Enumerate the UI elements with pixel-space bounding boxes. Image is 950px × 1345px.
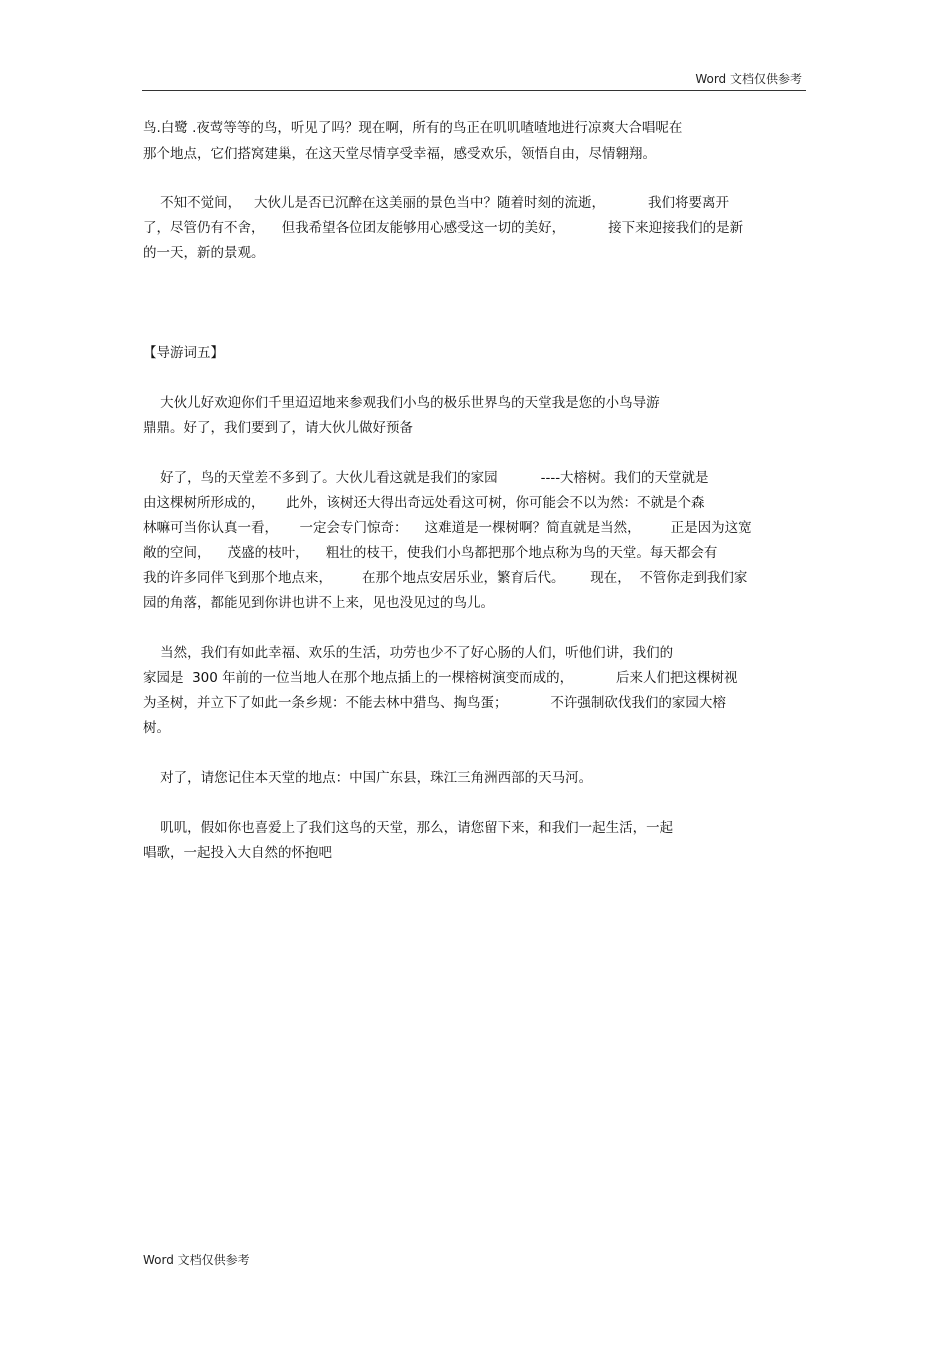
text-line: 了，尽管仍有不舍， 但我希望各位团友能够用心感受这一切的美好， 接下来迎接我们的是新 [143,220,744,236]
text-line: 家园是 300 年前的一位当地人在那个地点插上的一棵榕树演变而成的， 后来人们把这棵树视 [143,670,738,686]
text-line: 不知不觉间， 大伙儿是否已沉醉在这美丽的景色当中？随着时刻的流逝， 我们将要离开 [143,195,729,211]
text-line: 的一天，新的景观。 [143,245,265,261]
header-text: Word 文档仅供参考 [695,72,802,86]
text-line: 那个地点，它们搭窝建巢，在这天堂尽情享受幸福，感受欢乐，领悟自由，尽情翱翔。 [143,146,656,162]
text-line: 鼎鼎。好了，我们要到了，请大伙儿做好预备 [143,420,413,436]
text-line: 我的许多同伴飞到那个地点来， 在那个地点安居乐业，繁育后代。 现在， 不管你走到我们家 [143,570,748,586]
page-footer: Word 文档仅供参考 [143,1253,250,1267]
text-line: 树。 [143,720,170,736]
text-line: 为圣树，并立下了如此一条乡规：不能去林中猎鸟、掏鸟蛋； 不许强制砍伐我们的家园大榕 [143,695,726,711]
text-line: 叽叽，假如你也喜爱上了我们这鸟的天堂，那么，请您留下来，和我们一起生活，一起 [143,820,674,836]
text-line: 敞的空间， 茂盛的枝叶， 粗壮的枝干，使我们小鸟都把那个地点称为鸟的天堂。每天都会有 [143,545,718,561]
text-line: 由这棵树所形成的， 此外，该树还大得出奇远处看这可树，你可能会不以为然：不就是个森 [143,495,705,511]
text-line: 大伙儿好欢迎你们千里迢迢地来参观我们小鸟的极乐世界鸟的天堂我是您的小鸟导游 [143,395,660,411]
text-line: 好了，鸟的天堂差不多到了。大伙儿看这就是我们的家园 ----大榕树。我们的天堂就是 [143,470,709,486]
text-line: 林嘛可当你认真一看， 一定会专门惊奇： 这难道是一棵树啊？简直就是当然， 正是因为这宽 [143,520,752,536]
text-line: 对了，请您记住本天堂的地点：中国广东县，珠江三角洲西部的天马河。 [143,770,593,786]
header-divider [142,90,806,91]
text-line: 当然，我们有如此幸福、欢乐的生活，功劳也少不了好心肠的人们，听他们讲，我们的 [143,645,674,661]
section-heading: 【导游词五】 [143,345,224,361]
text-line: 鸟.白鹭 .夜莺等等的鸟，听见了吗？现在啊，所有的鸟正在叽叽喳喳地进行凉爽大合唱呢在 [143,120,683,136]
text-line: 唱歌，一起投入大自然的怀抱吧 [143,845,332,861]
text-line: 园的角落，都能见到你讲也讲不上来，见也没见过的鸟儿。 [143,595,494,611]
